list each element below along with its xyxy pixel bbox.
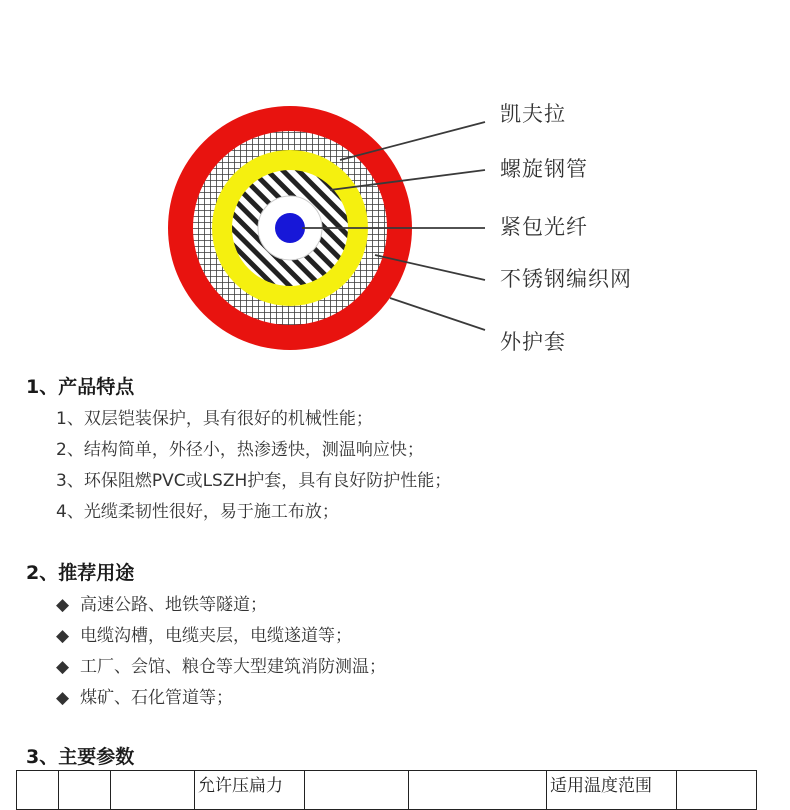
parameters-table [16,770,757,810]
feature-item: 3、环保阻燃PVC或LSZH护套，具有良好防护性能； [56,471,452,491]
application-item [56,621,352,646]
diamond-bullet-icon: ◆ [56,626,70,646]
label-outer-sheath: 外护套 [500,330,566,354]
section-title-applications: 2、推荐用途 [26,562,135,584]
table-header-row [17,771,757,810]
application-text: 工厂、会馆、粮仓等大型建筑消防测温； [80,657,386,677]
table-header-cell: 适用温度范围 [547,771,677,810]
leader-line-sheath [390,298,485,330]
label-spiral-steel-tube: 螺旋钢管 [500,157,588,181]
diamond-bullet-icon: ◆ [56,688,70,708]
application-item [56,683,233,708]
application-text: 高速公路、地铁等隧道； [80,595,267,615]
label-tight-buffered-fiber: 紧包光纤 [500,215,588,239]
label-kevlar: 凯夫拉 [500,102,566,126]
application-text: 煤矿、石化管道等； [80,688,233,708]
table-header-cell [59,771,111,810]
table-header-cell [409,771,547,810]
table-header-cell [677,771,757,810]
section-title-parameters: 3、主要参数 [26,746,135,768]
diamond-bullet-icon: ◆ [56,657,70,677]
table-header-cell [17,771,59,810]
application-item [56,652,386,677]
label-stainless-braid: 不锈钢编织网 [500,267,632,291]
table-header-cell [111,771,195,810]
diamond-bullet-icon: ◆ [56,595,70,615]
feature-item: 1、双层铠装保护，具有很好的机械性能； [56,409,373,429]
application-item [56,590,267,615]
section-title-features: 1、产品特点 [26,376,135,398]
feature-item: 2、结构简单，外径小，热渗透快，测温响应快； [56,440,424,460]
application-text: 电缆沟槽，电缆夹层，电缆遂道等； [80,626,352,646]
table-header-cell [305,771,409,810]
cable-cross-section-diagram [0,0,790,365]
fiber-core [275,213,305,243]
table-header-cell: 允许压扁力 [195,771,305,810]
feature-item: 4、光缆柔韧性很好，易于施工布放； [56,502,339,522]
